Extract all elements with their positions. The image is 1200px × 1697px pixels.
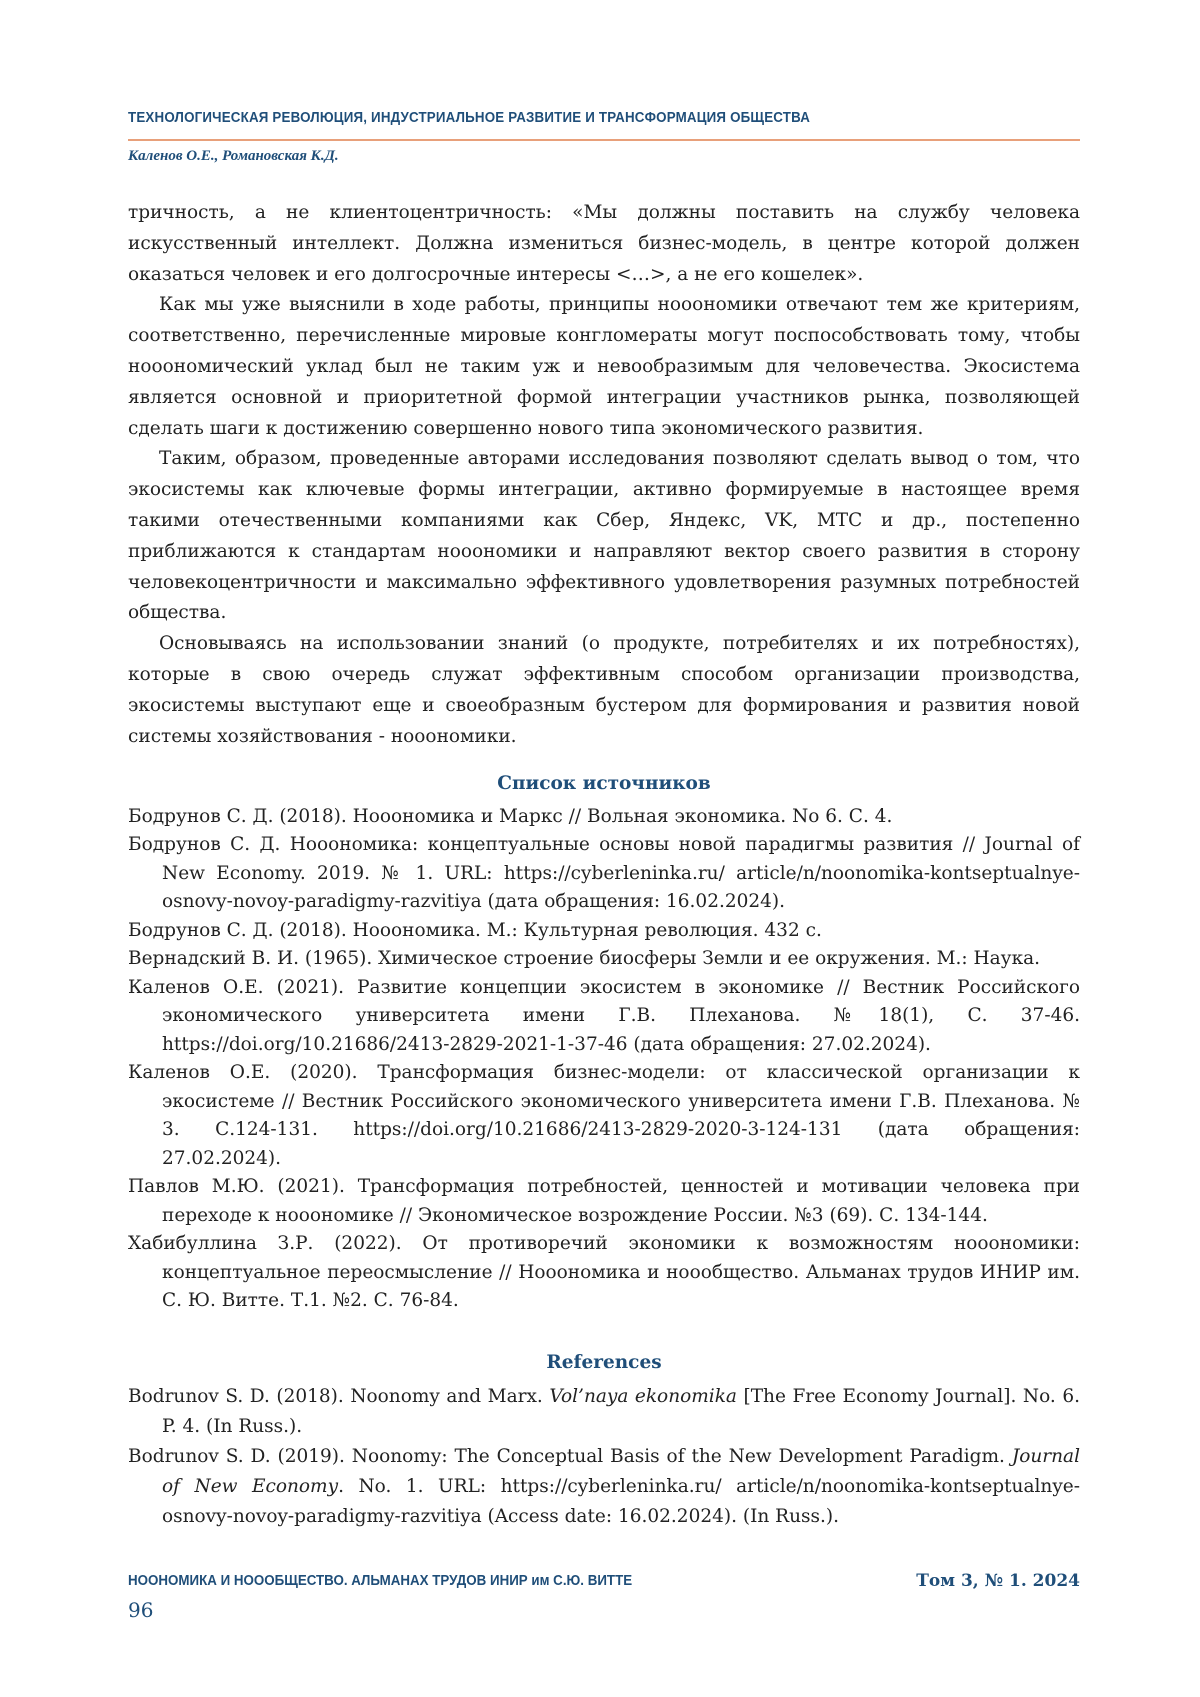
article-body — [128, 198, 1080, 752]
body-paragraph: Таким, образом, проведенные авторами исследования позволяют сделать вывод о том, что экосистемы как ключевые формы интеграции, активно формируемые в настоящее время такими отечественными компаниями как Сбер, Яндекс, VK, МТС и др., постепенно приближаются к стандартам нооономики и направляют вектор своего развития в сторону человекоцентричности и максимально эффективного удовлетворения разумных потребностей общества. — [128, 448, 1080, 624]
reference-item — [128, 1382, 1080, 1442]
reference-text: . No. 1. URL: https://cyberleninka.ru/ article/n/noonomika-kontseptualnye-osnovy-novoy-paradigmy-razvitiya (Access date: 16.02.2024). (In Russ.). — [162, 1476, 1080, 1527]
reference-item — [128, 1442, 1080, 1532]
source-item: Каленов О.Е. (2021). Развитие концепции экосистем в экономике // Вестник Российского экономического университета имени Г.В. Плеханова. №18(1), С. 37-46. https://doi.org/10.21686/2413-2829-2021-1-37-46 (дата обращения: 27.02.2024). — [128, 976, 1080, 1055]
page-number: 96 — [128, 1598, 154, 1622]
running-header-section-title: ТЕХНОЛОГИЧЕСКАЯ РЕВОЛЮЦИЯ, ИНДУСТРИАЛЬНОЕ РАЗВИТИЕ И ТРАНСФОРМАЦИЯ ОБЩЕСТВА — [128, 110, 811, 126]
references-section — [128, 1348, 1080, 1532]
source-item: Вернадский В. И. (1965). Химическое строение биосферы Земли и ее окружения. М.: Наука. — [128, 948, 1041, 969]
body-paragraph: тричность, а не клиентоцентричность: «Мы должны поставить на службу человека искусственный интеллект. Должна измениться бизнес-модель, в центре которой должен оказаться человек и его долгосрочные интересы <…>, а не его кошелек». — [128, 202, 1080, 285]
references-heading: References — [546, 1352, 662, 1373]
source-item: Хабибуллина З.Р. (2022). От противоречий экономики к возможностям нооономики: концептуальное переосмысление // Нооономика и ноообщество. Альманах трудов ИНИР им. С. Ю. Витте. Т.1. №2. С. 76-84. — [128, 1233, 1080, 1311]
body-paragraph: Основываясь на использовании знаний (о продукте, потребителях и их потребностях), которые в свою очередь служат эффективным способом организации производства, экосистемы выступают еще и своеобразным бустером для формирования и развития новой системы хозяйствования - нооономики. — [128, 633, 1080, 747]
source-item: Павлов М.Ю. (2021). Трансформация потребностей, ценностей и мотивации человека при переходе к нооономике // Экономическое возрождение России. №3 (69). С. 134-144. — [128, 1176, 1080, 1226]
header-divider — [128, 139, 1080, 141]
reference-journal-title: Vol’naya ekonomika — [549, 1386, 737, 1407]
running-header-authors: Каленов О.Е., Романовская К.Д. — [128, 148, 339, 164]
sources-section — [128, 770, 1080, 1316]
source-item: Бодрунов С. Д. (2018). Нооономика и Маркс // Вольная экономика. No 6. С. 4. — [128, 805, 893, 827]
running-footer-volume: Том 3, № 1. 2024 — [916, 1571, 1080, 1591]
body-paragraph: Как мы уже выяснили в ходе работы, принципы нооономики отвечают тем же критериям, соответственно, перечисленные мировые конгломераты могут поспособствовать тому, чтобы нооономический уклад был не таким уж и невообразимым для человечества. Экосистема является основной и приоритетной формой интеграции участников рынка, позволяющей сделать шаги к достижению совершенно нового типа экономического развития. — [128, 294, 1080, 439]
reference-text: Bodrunov S. D. (2018). Noonomy and Marx. — [128, 1386, 550, 1407]
reference-journal-title: Journal of New Economy — [162, 1446, 1080, 1497]
sources-heading: Список источников — [497, 773, 711, 794]
running-footer-journal: НООНОМИКА И НОООБЩЕСТВО. АЛЬМАНАХ ТРУДОВ ИНИР им С.Ю. ВИТТЕ — [128, 1573, 633, 1589]
source-item: Бодрунов С. Д. (2018). Нооономика. М.: Культурная революция. 432 с. — [128, 919, 822, 941]
reference-text: Bodrunov S. D. (2019). Noonomy: The Conceptual Basis of the New Development Paradigm. — [128, 1446, 1012, 1467]
reference-text: [The Free Economy Journal]. No. 6. P. 4. (In Russ.). — [162, 1386, 1080, 1437]
source-item: Каленов О.Е. (2020). Трансформация бизнес-модели: от классической организации к экосистеме // Вестник Российского экономического университета имени Г.В. Плеханова. № 3. С.124-131. https://doi.org/10.21686/2413-2829-2020-3-124-131 (дата обращения: 27.02.2024). — [128, 1062, 1080, 1169]
source-item: Бодрунов С. Д. Нооономика: концептуальные основы новой парадигмы развития // Journal of New Economy. 2019. № 1. URL: https://cyberleninka.ru/ article/n/noonomika-kontseptualnye-osnovy-novoy-paradigmy-razvitiya (дата обращения: 16.02.2024). — [128, 834, 1080, 912]
